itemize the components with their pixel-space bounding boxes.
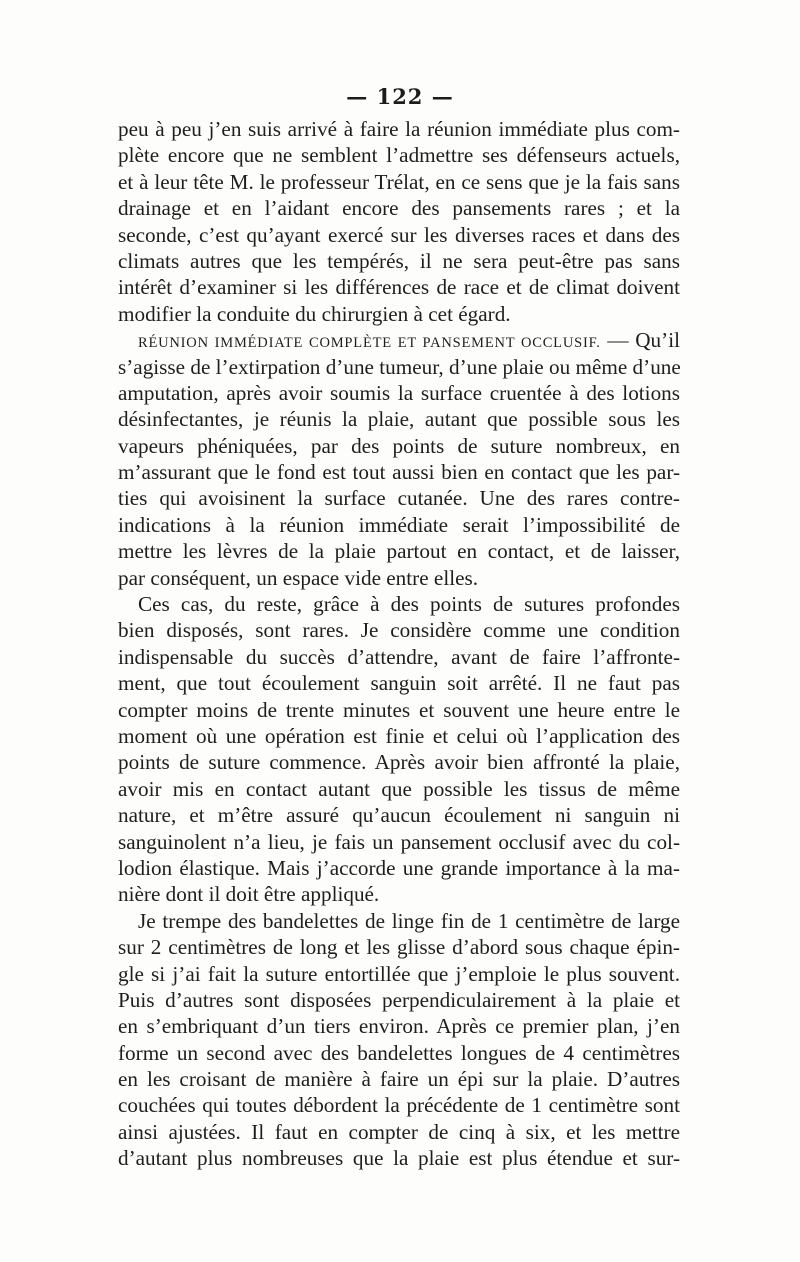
text-line: points de suture commence. Après avoir bien affronté la plaie, [118,750,680,775]
text-line: moment où une opération est finie et celui où l’application des [118,723,680,748]
text-line: désinfectantes, je réunis la plaie, autant que possible sous les [118,407,680,432]
text-line: vapeurs phéniquées, par des points de suture nombreux, en [118,433,680,458]
text-line: indispensable du succès d’attendre, avant de faire l’affronte- [118,644,680,669]
section-heading-line [118,327,680,353]
text-line: intérêt d’examiner si les différences de race et de climat doivent [118,275,680,300]
text-line: mettre les lèvres de la plaie partout en contact, et de laisser, [118,539,680,564]
text-line: en s’embriquant d’un tiers environ. Après ce premier plan, j’en [118,1014,680,1039]
text-line: d’autant plus nombreuses que la plaie est plus étendue et sur- [118,1146,680,1171]
text-line: seconde, c’est qu’ayant exercé sur les diverses races et dans des [118,222,680,247]
text-line: plète encore que ne semblent l’admettre ses défenseurs actuels, [118,143,680,168]
text-line: Puis d’autres sont disposées perpendiculairement à la plaie et [118,987,680,1012]
text-line: Je trempe des bandelettes de linge fin de 1 centimètre de large [138,908,680,933]
text-line: forme un second avec des bandelettes longues de 4 centimètres [118,1040,680,1065]
text-line: en les croisant de manière à faire un épi sur la plaie. D’autres [118,1067,680,1092]
text-line: climats autres que les tempérés, il ne sera peut-être pas sans [118,248,680,273]
text-line: peu à peu j’en suis arrivé à faire la réunion immédiate plus com- [118,117,680,141]
text-line: et à leur tête M. le professeur Trélat, en ce sens que je la fais sans [118,169,680,194]
text-line: par conséquent, un espace vide entre elles. [118,565,479,590]
text-line: couchées qui toutes débordent la précédente de 1 centimètre sont [118,1093,680,1118]
text-line: indications à la réunion immédiate serait l’impossibilité de [118,512,680,537]
text-line: nière dont il doit être appliqué. [118,882,380,907]
text-line: sanguinolent n’a lieu, je fais un pansement occlusif avec du col- [118,829,680,854]
text-line: gle si j’ai fait la suture entortillée que j’emploie le plus souvent. [118,961,680,986]
text-line: ainsi ajustées. Il faut en compter de cinq à six, et les mettre [118,1119,680,1144]
text-line: nature, et m’être assuré qu’aucun écoulement ni sanguin ni [118,803,680,828]
text-line: ment, que tout écoulement sanguin soit arrêté. Il ne faut pas [118,671,680,696]
text-line: amputation, après avoir soumis la surface cruentée à des lotions [118,380,680,405]
text-line: s’agisse de l’extirpation d’une tumeur, d’une plaie ou même d’une [118,354,681,379]
text-line: sur 2 centimètres de long et les glisse d’abord sous chaque épin- [118,935,680,960]
text-line: m’assurant que le fond est tout aussi bien en contact que les par- [118,460,680,485]
text-line: compter moins de trente minutes et souvent une heure entre le [118,697,680,722]
text-line: drainage et en l’aidant encore des pansements rares ; et la [118,196,680,221]
text-line: avoir mis en contact autant que possible les tissus de même [118,776,680,801]
section-heading: RÉUNION IMMÉDIATE COMPLÈTE ET PANSEMENT OCCLUSIF. [138,335,601,352]
text-line: bien disposés, sont rares. Je considère comme une condition [118,618,680,643]
text-line: ties qui avoisinent la surface cutanée. Une des rares contre- [118,486,680,511]
page-number: — 122 — [346,84,454,109]
section-heading-rest: — Qu’il [607,328,680,353]
body-text [118,116,680,1172]
text-line: lodion élastique. Mais j’accorde une grande importance à la ma- [118,855,680,880]
text-line: Ces cas, du reste, grâce à des points de sutures profondes [138,592,680,617]
text-line: modifier la conduite du chirurgien à cet égard. [118,301,511,326]
